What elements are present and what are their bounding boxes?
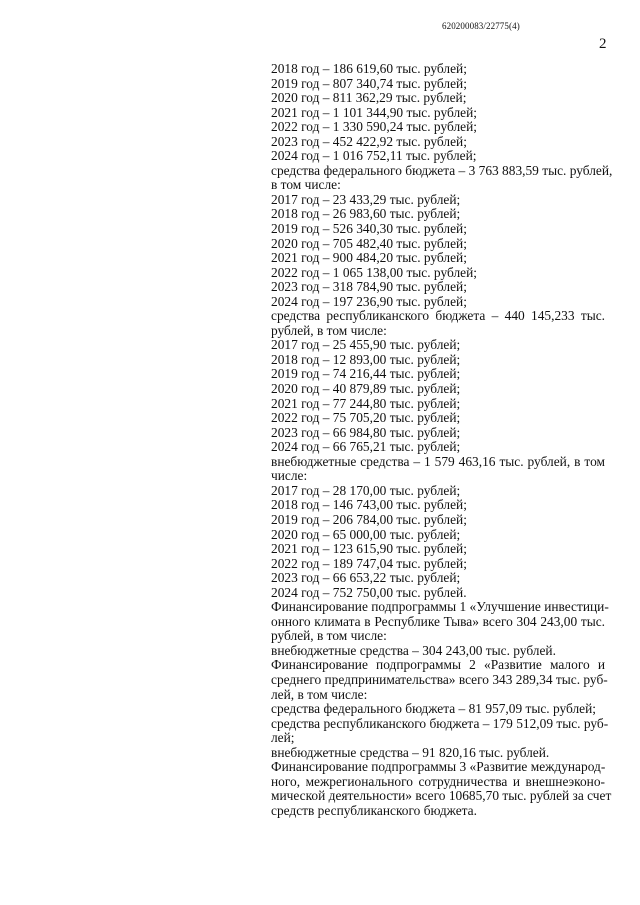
document-code: 620200083/22775(4) [442,21,520,31]
text-line: 2023 год – 318 784,90 тыс. рублей; [271,279,467,295]
text-line: 2021 год – 123 615,90 тыс. рублей; [271,541,467,557]
text-line: 2019 год – 206 784,00 тыс. рублей; [271,511,467,527]
text-line: 2022 год – 1 330 590,24 тыс. рублей; [271,119,477,135]
text-line: 2023 год – 452 422,92 тыс. рублей; [271,133,467,149]
text-line: в том числе: [271,177,341,193]
text-line: 2020 год – 705 482,40 тыс. рублей; [271,235,467,251]
text-line: Финансирование подпрограммы 2 «Развитие малого и [271,657,605,673]
text-line: рублей, в том числе: [271,628,387,644]
text-line: 2021 год – 1 101 344,90 тыс. рублей; [271,104,477,120]
text-line: внебюджетные средства – 91 820,16 тыс. рублей. [271,744,550,760]
text-line: средства федерального бюджета – 81 957,09 тыс. рублей; [271,701,597,717]
text-line: 2024 год – 1 016 752,11 тыс. рублей; [271,148,477,164]
page-number: 2 [599,36,607,52]
text-line: внебюджетные средства – 1 579 463,16 тыс. рублей, в том [271,453,605,469]
text-line: Финансирование подпрограммы 1 «Улучшение инвестици- [271,599,609,615]
text-line: средства республиканского бюджета – 440 145,233 тыс. [271,308,605,324]
text-line: онного климата в Республике Тыва» всего 304 243,00 тыс. [271,613,605,629]
text-line: лей; [271,730,295,746]
text-line: рублей, в том числе: [271,322,387,338]
text-line: 2017 год – 23 433,29 тыс. рублей; [271,191,461,207]
text-line: 2017 год – 25 455,90 тыс. рублей; [271,337,461,353]
text-line: 2020 год – 65 000,00 тыс. рублей; [271,526,461,542]
text-line: средства федерального бюджета – 3 763 883,59 тыс. рублей, [271,162,613,178]
text-line: 2022 год – 189 747,04 тыс. рублей; [271,555,467,571]
text-line: 2019 год – 807 340,74 тыс. рублей; [271,75,467,91]
text-line: 2023 год – 66 653,22 тыс. рублей; [271,570,461,586]
text-line: средств республиканского бюджета. [271,802,477,818]
text-line: 2018 год – 12 893,00 тыс. рублей; [271,351,461,367]
text-line: 2018 год – 186 619,60 тыс. рублей; [271,61,467,76]
text-line: 2021 год – 900 484,20 тыс. рублей; [271,250,467,266]
text-line: мической деятельности» всего 10685,70 тыс. рублей за счет [271,788,612,804]
text-line: 2018 год – 26 983,60 тыс. рублей; [271,206,461,222]
text-line: внебюджетные средства – 304 243,00 тыс. рублей. [271,642,556,658]
text-line: 2022 год – 75 705,20 тыс. рублей; [271,410,461,426]
text-line: 2022 год – 1 065 138,00 тыс. рублей; [271,264,477,280]
text-line: 2024 год – 197 236,90 тыс. рублей; [271,293,467,309]
text-line: 2023 год – 66 984,80 тыс. рублей; [271,424,461,440]
text-line: среднего предпринимательства» всего 343 289,34 тыс. руб- [271,671,608,687]
text-line: 2018 год – 146 743,00 тыс. рублей; [271,497,467,513]
text-line: 2024 год – 66 765,21 тыс. рублей; [271,439,461,455]
text-line: 2020 год – 811 362,29 тыс. рублей; [271,90,467,106]
text-line: 2024 год – 752 750,00 тыс. рублей. [271,584,467,600]
text-line: 2019 год – 526 340,30 тыс. рублей; [271,221,467,237]
text-line: лей, в том числе: [271,686,368,702]
text-line: Финансирование подпрограммы 3 «Развитие международ- [271,759,606,775]
text-line: числе: [271,468,308,484]
text-line: ного, межрегионального сотрудничества и внешнеэконо- [271,773,605,789]
text-line: средства республиканского бюджета – 179 512,09 тыс. руб- [271,715,609,731]
text-line: 2019 год – 74 216,44 тыс. рублей; [271,366,461,382]
text-line: 2020 год – 40 879,89 тыс. рублей; [271,381,461,397]
text-line: 2017 год – 28 170,00 тыс. рублей; [271,482,461,498]
document-body [271,61,613,818]
text-line: 2021 год – 77 244,80 тыс. рублей; [271,395,461,411]
